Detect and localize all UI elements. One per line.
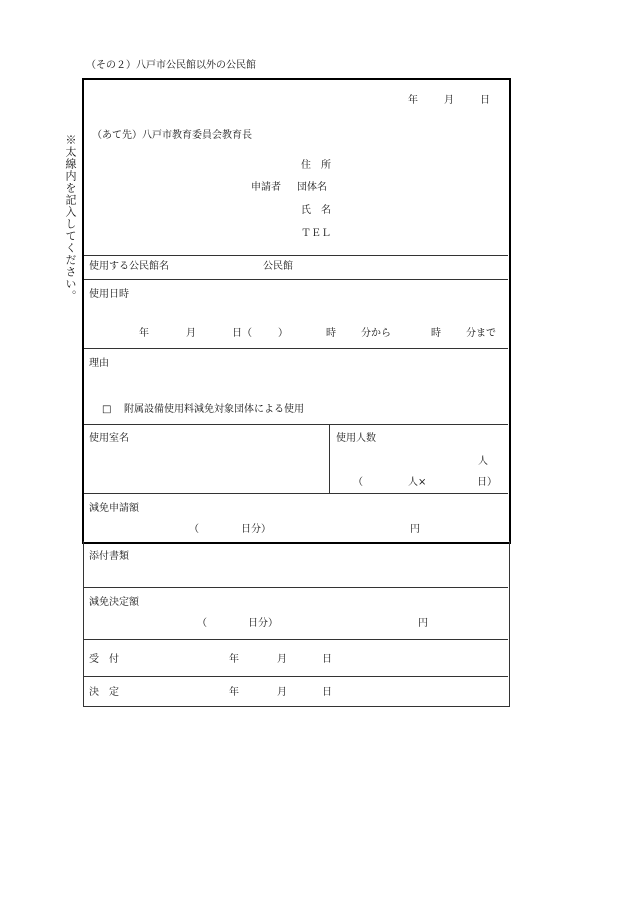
reduction-request-yen: 円	[410, 524, 420, 535]
usage-hour-from: 時	[326, 328, 336, 339]
decided-day: 日	[322, 687, 332, 698]
date-day-label: 日	[480, 95, 490, 106]
group-name-label: 団体名	[297, 182, 327, 193]
office-use-frame	[83, 541, 510, 707]
form-heading: （その２）八戸市公民館以外の公民館	[86, 60, 256, 71]
usage-datetime-label: 使用日時	[89, 289, 129, 300]
usage-minute-to: 分まで	[466, 328, 496, 339]
divider	[84, 255, 508, 256]
usage-paren-close: ）	[278, 328, 288, 339]
room-label: 使用室名	[89, 433, 129, 444]
people-times: 人×	[408, 477, 427, 488]
divider	[84, 424, 508, 425]
decided-label: 決 定	[89, 687, 119, 698]
divider	[329, 425, 330, 493]
received-day: 日	[322, 654, 332, 665]
people-days: 日）	[477, 477, 497, 488]
reason-checkbox[interactable]: □	[102, 404, 112, 415]
usage-day: 日（	[232, 328, 252, 339]
divider	[84, 493, 508, 494]
date-year-label: 年	[408, 95, 418, 106]
divider	[84, 348, 508, 349]
facility-label: 使用する公民館名	[89, 261, 169, 272]
reduction-decision-yen: 円	[418, 618, 428, 629]
side-note: ※太線内を記入してください。	[64, 134, 77, 302]
addressee: （あて先）八戸市教育委員会教育長	[92, 130, 252, 141]
address-label: 住 所	[301, 160, 331, 171]
reason-checkbox-label: 附属設備使用料減免対象団体による使用	[124, 404, 304, 415]
facility-suffix: 公民館	[263, 261, 293, 272]
reduction-decision-paren-open: （	[197, 618, 207, 629]
people-label: 使用人数	[336, 433, 376, 444]
reduction-decision-days: 日分）	[248, 618, 278, 629]
divider	[84, 587, 508, 588]
received-year: 年	[229, 654, 239, 665]
reduction-request-days: 日分）	[241, 524, 271, 535]
divider	[84, 279, 508, 280]
divider	[84, 676, 508, 677]
attachments-label: 添付書類	[89, 551, 129, 562]
reason-label: 理由	[89, 358, 109, 369]
reduction-request-paren-open: （	[189, 524, 199, 535]
applicant-label: 申請者	[251, 182, 281, 193]
people-unit: 人	[478, 456, 488, 467]
decided-year: 年	[229, 687, 239, 698]
divider	[84, 639, 508, 640]
received-month: 月	[277, 654, 287, 665]
decided-month: 月	[277, 687, 287, 698]
usage-hour-to: 時	[431, 328, 441, 339]
reduction-decision-label: 減免決定額	[89, 597, 139, 608]
required-fields-frame	[82, 78, 511, 544]
people-paren-open: （	[353, 477, 363, 488]
date-month-label: 月	[444, 95, 454, 106]
usage-month: 月	[186, 328, 196, 339]
reduction-request-label: 減免申請額	[89, 503, 139, 514]
usage-minute-from: 分から	[361, 328, 391, 339]
tel-label: ＴＥＬ	[301, 228, 331, 239]
name-label: 氏 名	[301, 205, 331, 216]
usage-year: 年	[139, 328, 149, 339]
received-label: 受 付	[89, 654, 119, 665]
